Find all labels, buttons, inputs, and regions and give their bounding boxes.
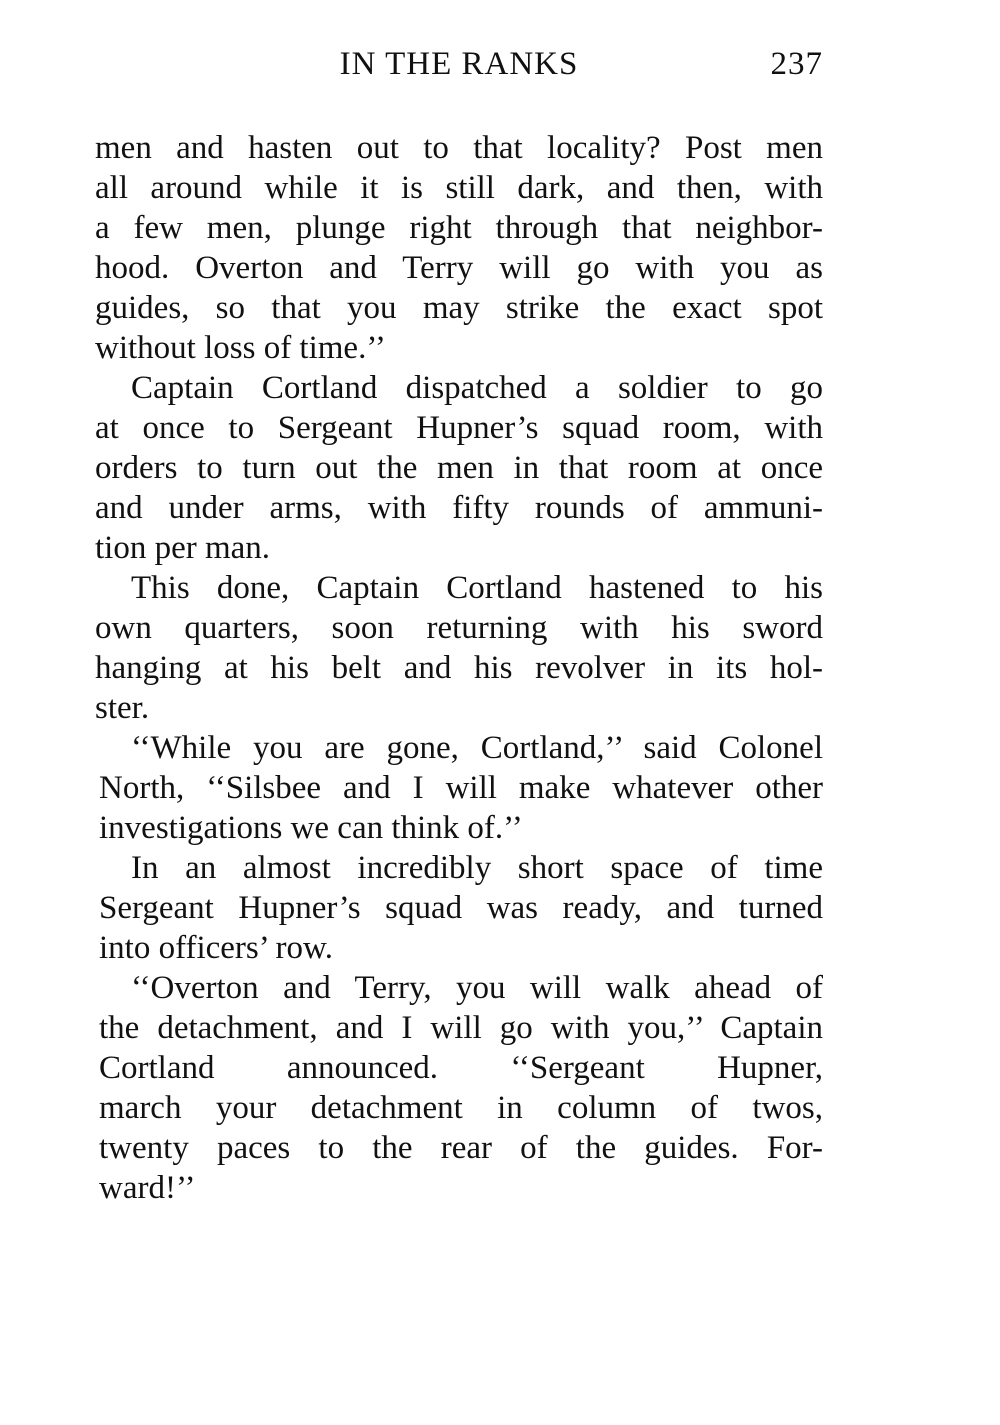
text-line: own quarters, soon returning with his sword <box>95 610 823 646</box>
text-line: a few men, plunge right through that neighbor- <box>95 210 823 246</box>
text-line: guides, so that you may strike the exact spot <box>95 290 823 326</box>
text-line: men and hasten out to that locality? Post men <box>95 130 823 166</box>
text-line: the detachment, and I will go with you,’’ Captain <box>99 1010 823 1046</box>
text-line: at once to Sergeant Hupner’s squad room, with <box>95 410 823 446</box>
text-line: Cortland announced. ‘‘Sergeant Hupner, <box>99 1050 823 1086</box>
text-line: North, ‘‘Silsbee and I will make whatever other <box>99 770 823 806</box>
paragraph-first-line: ‘‘While you are gone, Cortland,’’ said Colonel <box>131 730 823 766</box>
paragraph-first-line: In an almost incredibly short space of time <box>131 850 823 886</box>
text-line: Sergeant Hupner’s squad was ready, and turned <box>99 890 823 926</box>
text-line: tion per man. <box>95 530 271 566</box>
paragraph-first-line: ‘‘Overton and Terry, you will walk ahead of <box>131 970 823 1006</box>
text-line: march your detachment in column of twos, <box>99 1090 823 1126</box>
text-line: into officers’ row. <box>99 930 333 966</box>
paragraph-first-line: Captain Cortland dispatched a soldier to go <box>131 370 823 406</box>
text-line: and under arms, with fifty rounds of ammuni- <box>95 490 823 526</box>
text-line: investigations we can think of.’’ <box>99 810 523 846</box>
body-text <box>95 128 823 1208</box>
text-line: without loss of time.’’ <box>95 330 386 366</box>
text-line: ster. <box>95 690 150 726</box>
text-line: ward!’’ <box>99 1170 196 1206</box>
page-number: 237 <box>770 46 823 82</box>
paragraph-first-line: This done, Captain Cortland hastened to his <box>131 570 823 606</box>
text-line: hanging at his belt and his revolver in its hol- <box>95 650 823 686</box>
text-line: all around while it is still dark, and then, with <box>95 170 823 206</box>
text-line: twenty paces to the rear of the guides. For- <box>99 1130 823 1166</box>
text-line: hood. Overton and Terry will go with you as <box>95 250 823 286</box>
text-line: orders to turn out the men in that room at once <box>95 450 823 486</box>
running-title: IN THE RANKS <box>339 46 579 82</box>
running-header <box>95 46 823 90</box>
